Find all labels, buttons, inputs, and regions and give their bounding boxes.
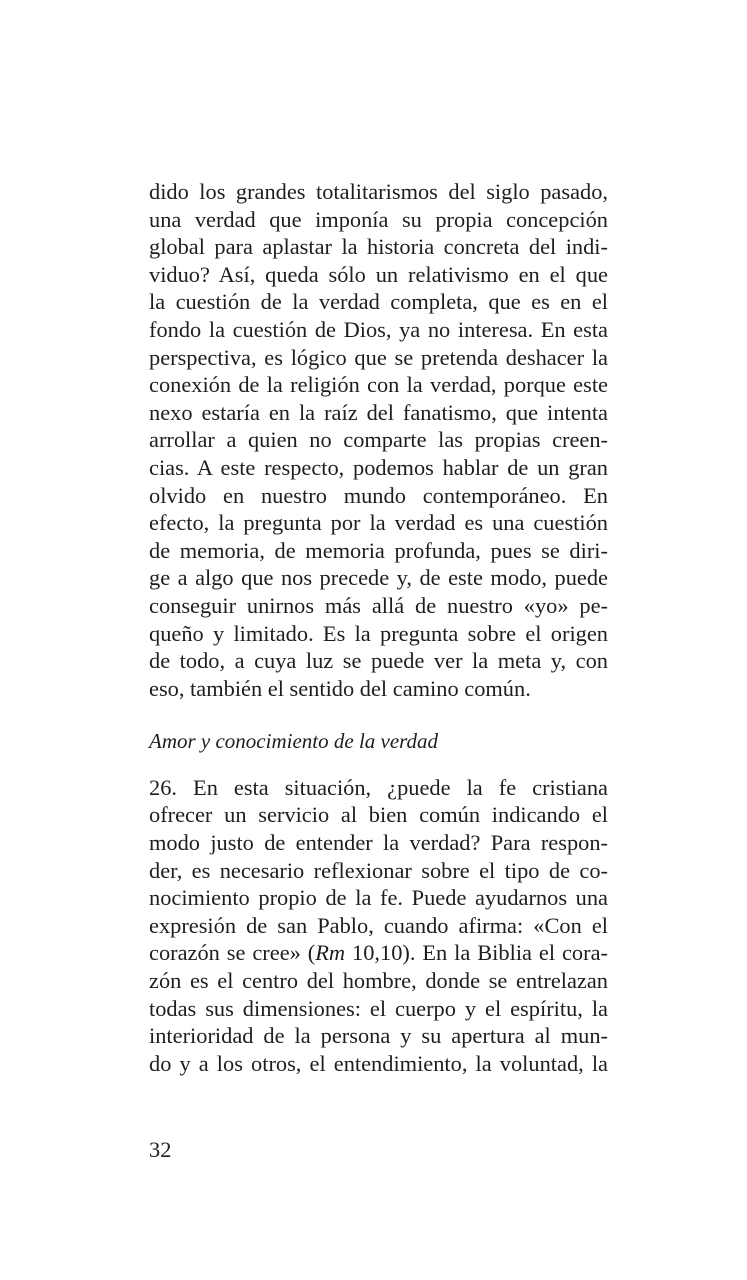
text-line: interioridad de la persona y su apertura al mun- [149, 1023, 608, 1049]
scripture-reference: Rm [315, 940, 346, 966]
text-line: de todo, a cuya luz se puede ver la meta y, con [149, 648, 608, 674]
paragraph-number: 26. [149, 774, 177, 800]
text-line: der, es necesario reflexionar sobre el tipo de co- [149, 857, 608, 883]
text-line: de memoria, de memoria profunda, pues se diri- [149, 537, 608, 563]
text-line: dido los grandes totalitarismos del siglo pasado, [149, 179, 608, 204]
text-line: eso, también el sentido del camino común. [149, 675, 531, 701]
text-line: do y a los otros, el entendimiento, la voluntad, la [149, 1050, 608, 1076]
text-line: viduo? Así, queda sólo un relativismo en el que [149, 261, 608, 287]
text-line: una verdad que imponía su propia concepción [149, 206, 608, 232]
text-line [149, 774, 608, 802]
page-body [149, 178, 608, 1077]
text-line [149, 939, 608, 967]
text-line: arrollar a quien no comparte las propias creen- [149, 427, 608, 453]
text-line: expresión de san Pablo, cuando afirma: «Con el [149, 912, 608, 938]
text-line: perspectiva, es lógico que se pretenda deshacer la [149, 344, 608, 370]
text-line: nexo estaría en la raíz del fanatismo, que intenta [149, 399, 608, 425]
section-heading: Amor y conocimiento de la verdad [149, 729, 439, 754]
text-line: conexión de la religión con la verdad, porque este [149, 372, 608, 398]
text-segment: corazón se cree» ( [149, 940, 316, 966]
text-line-rest: En esta situación, ¿puede la fe cristiana [193, 774, 608, 800]
text-line: fondo la cuestión de Dios, ya no interesa. En esta [149, 316, 608, 342]
text-line: olvido en nuestro mundo contemporáneo. En [149, 482, 608, 508]
text-segment: 10,10). En la Biblia el cora- [345, 940, 608, 966]
text-line: efecto, la pregunta por la verdad es una cuestión [149, 510, 608, 536]
page-number: 32 [149, 1137, 172, 1162]
text-line: todas sus dimensiones: el cuerpo y el espíritu, la [149, 995, 608, 1021]
paragraph-continuation [149, 178, 608, 702]
text-line: cias. A este respecto, podemos hablar de un gran [149, 454, 608, 480]
text-line: nocimiento propio de la fe. Puede ayudarnos una [149, 885, 608, 911]
paragraph-26 [149, 774, 608, 1078]
text-line: modo justo de entender la verdad? Para respon- [149, 830, 608, 856]
text-line: conseguir unirnos más allá de nuestro «yo» pe- [149, 592, 608, 618]
text-line: zón es el centro del hombre, donde se entrelazan [149, 968, 608, 994]
text-line: ge a algo que nos precede y, de este modo, puede [149, 565, 608, 591]
text-line: queño y limitado. Es la pregunta sobre el origen [149, 620, 608, 646]
text-line: global para aplastar la historia concreta del indi- [149, 234, 608, 260]
text-line: la cuestión de la verdad completa, que es en el [149, 289, 608, 315]
text-line: ofrecer un servicio al bien común indicando el [149, 802, 608, 828]
